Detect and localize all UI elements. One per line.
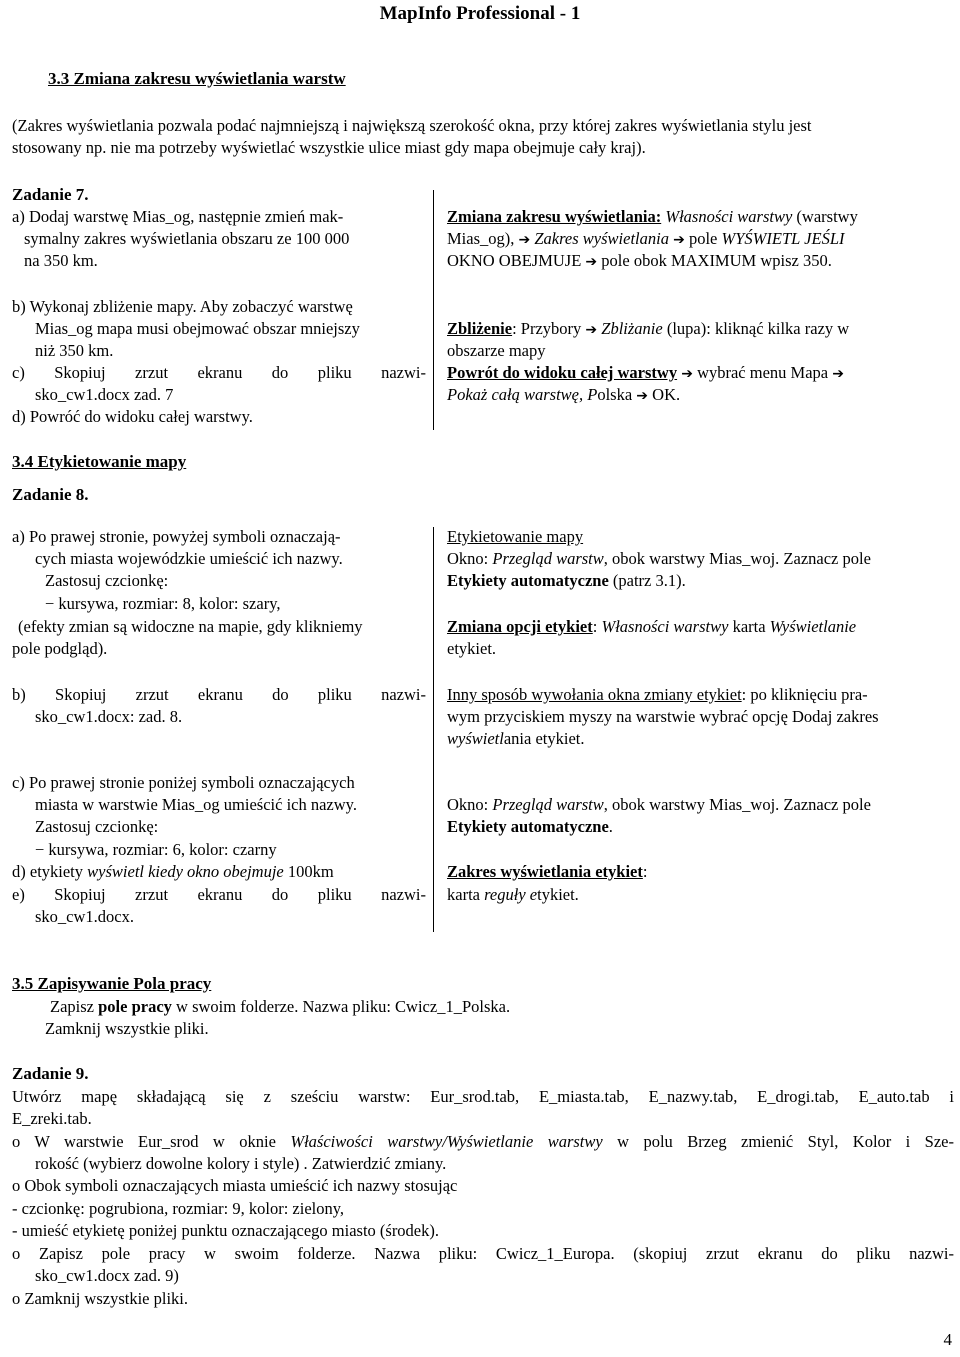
task-8c-line: Zastosuj czcionkę: — [35, 817, 159, 836]
hint-labeling-title: Etykietowanie mapy — [447, 527, 584, 546]
hint-label-options-line-2: etykiet. — [447, 639, 497, 658]
right-arrow-icon: ➔ — [518, 232, 531, 248]
task-9-line: Utwórz mapę składającą się z sześciu warstw: Eur_srod.tab, E_miasta.tab, E_nazwy.tab, E_drogi.tab, E_auto.tab i — [12, 1087, 954, 1106]
hint-display-range: Zmiana zakresu wyświetlania: Własności warstwy (warstwy — [447, 207, 858, 226]
hint-labeling-line-2: Okno: Przegląd warstw, obok warstwy Mias_woj. Zaznacz pole — [447, 549, 871, 568]
hint-other-way: Inny sposób wywołania okna zmiany etykiet: po kliknięciu pra- — [447, 685, 868, 704]
hint-window-line-2: Etykiety automatyczne. — [447, 817, 613, 836]
task-8d-line: d) etykiety wyświetl kiedy okno obejmuje 100km — [12, 862, 334, 881]
hint-label-range-line-2: karta reguły etykiet. — [447, 885, 579, 904]
section-3-5-heading: 3.5 Zapisywanie Pola pracy — [12, 974, 212, 993]
zadanie-9-heading: Zadanie 9. — [12, 1064, 89, 1083]
task-9-dash-2: - umieść etykietę poniżej punktu oznaczającego miasto (środek). — [12, 1221, 440, 1240]
task-9-bullet-2: o Obok symboli oznaczających miasta umieścić ich nazwy stosując — [12, 1176, 458, 1195]
task-9-bullet-4: o Zamknij wszystkie pliki. — [12, 1289, 188, 1308]
task-8a-line: (efekty zmian są widoczne na mapie, gdy klikniemy — [18, 617, 363, 636]
task-7b-line: Mias_og mapa musi obejmować obszar mniejszy — [35, 319, 360, 338]
intro-line-2: stosowany np. nie ma potrzeby wyświetlać wszystkie ulice miast gdy mapa obejmuje cały kraj). — [12, 138, 646, 157]
task-8a-line: pole podgląd). — [12, 639, 108, 658]
task-9-bullet-1-line-2: rokość (wybierz dowolne kolory i style) . Zatwierdzić zmiany. — [35, 1154, 447, 1173]
task-8b-line: sko_cw1.docx: zad. 8. — [35, 707, 183, 726]
hint-labeling-line-3: Etykiety automatyczne (patrz 3.1). — [447, 571, 686, 590]
task-8e-line: e) Skopiuj zrzut ekranu do pliku nazwi- — [12, 885, 426, 904]
save-workspace-line: Zapisz pole pracy w swoim folderze. Nazwa pliku: Cwicz_1_Polska. — [50, 997, 511, 1016]
task-8a-line: cych miasta wojewódzkie umieścić ich nazwy. — [35, 549, 343, 568]
right-arrow-icon: ➔ — [585, 322, 598, 338]
section-3-4-heading: 3.4 Etykietowanie mapy — [12, 452, 187, 471]
right-arrow-icon: ➔ — [681, 366, 693, 382]
task-9-bullet-1: o W warstwie Eur_srod w oknie Właściwości warstwy/Wyświetlanie warstwy w polu Brzeg zmienić Styl, Kolor i Sze- — [12, 1132, 954, 1151]
task-7a-line: a) Dodaj warstwę Mias_og, następnie zmień mak- — [12, 207, 344, 226]
task-8b-line: b) Skopiuj zrzut ekranu do pliku nazwi- — [12, 685, 426, 704]
column-divider — [433, 527, 434, 932]
column-divider — [433, 190, 434, 430]
section-3-3-heading: 3.3 Zmiana zakresu wyświetlania warstw — [48, 69, 346, 88]
zadanie-7-heading: Zadanie 7. — [12, 185, 89, 204]
task-9-bullet-3-line-2: sko_cw1.docx zad. 9) — [35, 1266, 179, 1285]
hint-other-way-line-2: wym przyciskiem myszy na warstwie wybrać opcję Dodaj zakres — [447, 707, 879, 726]
task-7b-line: b) Wykonaj zbliżenie mapy. Aby zobaczyć warstwę — [12, 297, 353, 316]
task-7c-line: c) Skopiuj zrzut ekranu do pliku nazwi- — [12, 363, 426, 382]
intro-line-1: (Zakres wyświetlania pozwala podać najmniejszą i największą szerokość okna, przy której zakres wyświetlania stylu jest — [12, 116, 812, 135]
hint-zoom-line-2: obszarze mapy — [447, 341, 546, 360]
right-arrow-icon: ➔ — [673, 232, 685, 248]
right-arrow-icon: ➔ — [832, 366, 844, 382]
hint-label-options: Zmiana opcji etykiet: Własności warstwy karta Wyświetlanie — [447, 617, 857, 636]
hint-display-range-line-3: OKNO OBEJMUJE ➔ pole obok MAXIMUM wpisz 350. — [447, 251, 832, 270]
task-7b-line: niż 350 km. — [35, 341, 114, 360]
right-arrow-icon: ➔ — [636, 388, 649, 404]
hint-return-line-2: Pokaż całą warstwę, Polska ➔ OK. — [447, 385, 681, 404]
task-8c-line: c) Po prawej stronie poniżej symboli oznaczających — [12, 773, 355, 792]
task-9-dash-1: - czcionkę: pogrubiona, rozmiar: 9, kolor: zielony, — [12, 1199, 345, 1218]
task-8a-line: Zastosuj czcionkę: — [45, 571, 169, 590]
close-files-line: Zamknij wszystkie pliki. — [45, 1019, 209, 1038]
task-8e-line: sko_cw1.docx. — [35, 907, 134, 926]
hint-label-range: Zakres wyświetlania etykiet: — [447, 862, 648, 881]
task-8a-line: − kursywa, rozmiar: 8, kolor: szary, — [45, 594, 281, 613]
hint-display-range-line-2: Mias_og), ➔ Zakres wyświetlania ➔ pole WYŚWIETL JEŚLI — [447, 229, 845, 248]
task-9-line: E_zreki.tab. — [12, 1109, 92, 1128]
task-7a-line: symalny zakres wyświetlania obszaru ze 100 000 — [24, 229, 350, 248]
task-7c-line: sko_cw1.docx zad. 7 — [35, 385, 174, 404]
hint-other-way-line-3: wyświetlania etykiet. — [447, 729, 585, 748]
hint-zoom: Zbliżenie: Przybory ➔ Zbliżanie (lupa): kliknąć kilka razy w — [447, 319, 850, 338]
task-8c-line: − kursywa, rozmiar: 6, kolor: czarny — [35, 840, 277, 859]
page-title: MapInfo Professional - 1 — [379, 3, 581, 24]
task-8c-line: miasta w warstwie Mias_og umieścić ich nazwy. — [35, 795, 357, 814]
task-8a-line: a) Po prawej stronie, powyżej symboli oznaczają- — [12, 527, 341, 546]
right-arrow-icon: ➔ — [585, 254, 598, 270]
hint-return: Powrót do widoku całej warstwy ➔ wybrać menu Mapa ➔ — [447, 363, 844, 382]
hint-window: Okno: Przegląd warstw, obok warstwy Mias_woj. Zaznacz pole — [447, 795, 871, 814]
task-7a-line: na 350 km. — [24, 251, 98, 270]
zadanie-8-heading: Zadanie 8. — [12, 485, 89, 504]
page-number: 4 — [943, 1329, 952, 1349]
task-9-bullet-3: o Zapisz pole pracy w swoim folderze. Nazwa pliku: Cwicz_1_Europa. (skopiuj zrzut ekranu do pliku nazwi- — [12, 1244, 954, 1263]
task-7d-line: d) Powróć do widoku całej warstwy. — [12, 407, 253, 426]
